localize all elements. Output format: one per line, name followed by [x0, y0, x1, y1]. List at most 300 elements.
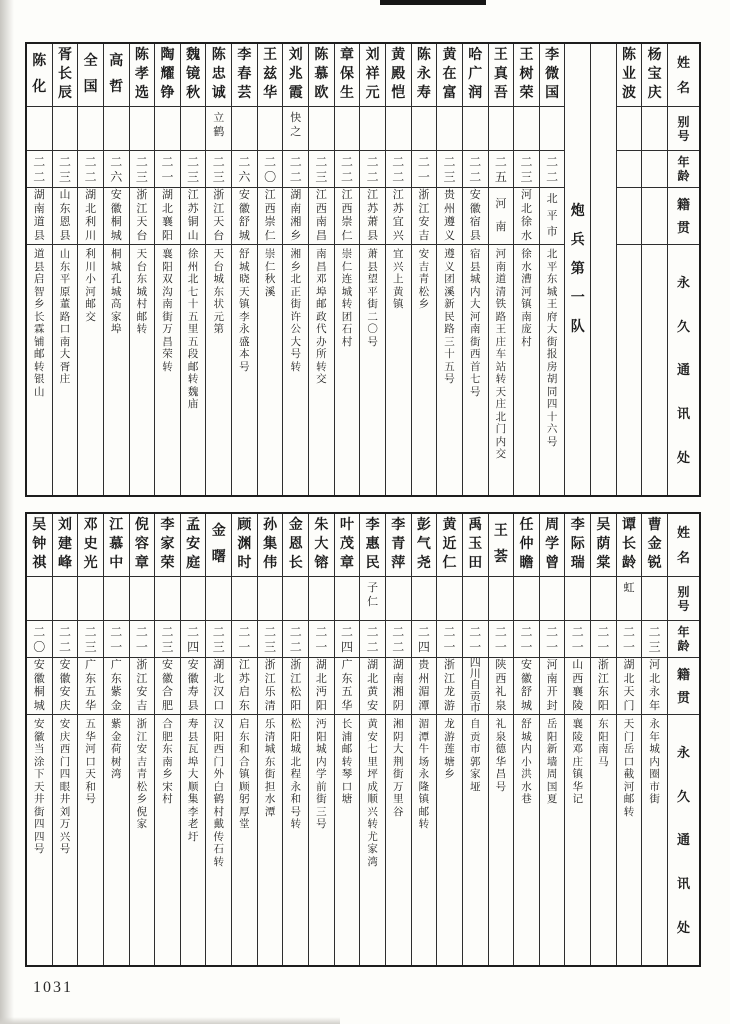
age-cell: 二 一 — [591, 621, 616, 658]
name-cell: 王 真 吾 — [489, 44, 514, 107]
name-cell: 朱 大 镕 — [309, 514, 334, 577]
native-place-cell: 江 西 崇 仁 — [335, 188, 360, 245]
alias-cell — [53, 107, 78, 151]
name-cell: 李 惠 民 — [360, 514, 385, 577]
native-place-cell: 贵 州 湄 潭 — [412, 658, 437, 715]
address-cell: 安 庆 西 门 四 眼 井 刘 万 兴 号 — [59, 719, 71, 855]
address-cell: 乐 清 城 东 街 担 水 潭 — [264, 719, 276, 818]
alias-cell — [78, 577, 103, 621]
alias-cell — [412, 577, 437, 621]
entry-column — [359, 44, 385, 495]
age-cell: 二 二 — [386, 151, 411, 188]
entry-column — [334, 44, 360, 495]
name-cell: 李 际 瑞 — [565, 514, 590, 577]
entry-column — [205, 44, 231, 495]
entry-column — [513, 44, 539, 495]
name-cell: 章 保 生 — [335, 44, 360, 107]
address-cell: 河 南 道 清 铁 路 王 庄 车 站 转 天 庄 北 门 内 交 — [495, 249, 507, 460]
age-cell: 二 二 — [53, 621, 78, 658]
alias-cell — [360, 107, 385, 151]
alias-cell — [130, 107, 155, 151]
native-place-cell: 湖 北 天 门 — [617, 658, 642, 715]
native-place-cell: 浙 江 乐 清 — [258, 658, 283, 715]
entry-column — [590, 514, 616, 965]
scan-top-bar-artifact — [380, 0, 486, 5]
age-cell: 二 一 — [540, 621, 565, 658]
age-cell: 二 三 — [514, 151, 539, 188]
name-cell: 胥 长 辰 — [53, 44, 78, 107]
alias-cell — [309, 107, 334, 151]
native-place-cell: 北 平 市 — [540, 188, 565, 245]
native-place-cell — [642, 188, 667, 245]
native-place-cell: 山 西 襄 陵 — [565, 658, 590, 715]
entry-column — [52, 44, 78, 495]
address-cell: 山 东 平 原 董 路 口 南 大 胥 庄 — [59, 249, 71, 385]
age-cell: 二 一 — [463, 621, 488, 658]
name-cell: 陈 永 寿 — [412, 44, 437, 107]
address-cell: 宿 县 城 内 大 河 南 街 西 首 七 号 — [469, 249, 481, 398]
native-place-cell: 江 西 南 昌 — [309, 188, 334, 245]
age-cell: 二 〇 — [27, 621, 52, 658]
entry-column — [436, 44, 462, 495]
address-cell: 安 吉 青 松 乡 — [418, 249, 430, 310]
name-cell: 刘 祥 元 — [360, 44, 385, 107]
address-cell: 徐 水 漕 河 镇 南 庞 村 — [521, 249, 532, 348]
age-cell: 二 三 — [181, 151, 206, 188]
address-cell: 湘 乡 北 正 街 许 公 大 号 转 — [290, 249, 301, 373]
name-cell: 倪 容 章 — [130, 514, 155, 577]
header-address-cell: 永 久 通 讯 处 — [676, 744, 690, 936]
entry-column — [231, 514, 257, 965]
name-cell: 吴 钟 祺 — [27, 514, 52, 577]
age-cell: 二 二 — [386, 621, 411, 658]
native-place-cell: 湖 南 湘 乡 — [283, 188, 308, 245]
address-cell: 湄 潭 牛 场 永 隆 镇 邮 转 — [418, 719, 430, 830]
address-cell: 安 徽 当 涂 下 天 井 街 四 四 号 — [34, 719, 45, 855]
native-place-cell: 河 北 永 年 — [642, 658, 667, 715]
name-cell: 王 荟 — [489, 514, 514, 577]
entry-column — [129, 514, 155, 965]
age-cell: 二 三 — [206, 621, 231, 658]
entry-column — [27, 514, 52, 965]
address-cell: 长 浦 邮 转 琴 口 塘 — [341, 719, 353, 805]
name-cell: 黄 近 仁 — [437, 514, 462, 577]
native-place-cell: 江 西 崇 仁 — [258, 188, 283, 245]
alias-cell: 快 之 — [283, 107, 308, 151]
entry-column — [180, 514, 206, 965]
entry-column — [462, 514, 488, 965]
address-cell: 南 昌 邓 埠 邮 政 代 办 所 转 交 — [316, 249, 327, 385]
age-cell: 二 四 — [335, 621, 360, 658]
alias-cell — [78, 107, 103, 151]
name-cell: 王 兹 华 — [258, 44, 283, 107]
address-cell: 襄 陵 邓 庄 镇 华 记 — [572, 719, 583, 805]
native-place-cell: 江 苏 铜 山 — [181, 188, 206, 245]
header-column — [667, 44, 699, 495]
name-cell: 陶 耀 铮 — [155, 44, 180, 107]
address-cell: 崇 仁 秋 溪 — [264, 249, 276, 298]
name-cell: 邓 史 光 — [78, 514, 103, 577]
name-cell: 孙 集 伟 — [258, 514, 283, 577]
native-place-cell: 安 徽 合 肥 — [155, 658, 180, 715]
name-cell: 黄 殿 恺 — [386, 44, 411, 107]
alias-cell — [412, 107, 437, 151]
entry-column — [52, 514, 78, 965]
address-cell: 自 贡 市 郭 家 垭 — [469, 719, 481, 793]
alias-cell — [335, 577, 360, 621]
native-place-cell: 湖 北 沔 阳 — [309, 658, 334, 715]
alias-cell — [283, 577, 308, 621]
alias-cell — [617, 107, 642, 151]
age-cell: 二 〇 — [258, 151, 283, 188]
age-cell: 二 二 — [360, 621, 385, 658]
header-address-cell: 永 久 通 讯 处 — [676, 274, 690, 466]
age-cell: 二 三 — [642, 621, 667, 658]
address-cell: 徐 州 北 七 十 五 里 五 段 邮 转 魏 庙 — [187, 249, 199, 410]
address-cell: 舒 城 内 小 洪 水 巷 — [521, 719, 532, 805]
alias-cell — [437, 577, 462, 621]
native-place-cell: 陕 西 礼 泉 — [489, 658, 514, 715]
entry-column — [308, 514, 334, 965]
alias-cell — [206, 577, 231, 621]
native-place-cell: 湖 南 湘 阴 — [386, 658, 411, 715]
header-alias-cell: 别 号 — [668, 577, 699, 621]
age-cell: 二 六 — [232, 151, 257, 188]
entry-column — [488, 44, 514, 495]
age-cell: 二 四 — [181, 621, 206, 658]
age-cell: 二 一 — [155, 151, 180, 188]
alias-cell — [463, 577, 488, 621]
name-cell: 金 恩 长 — [283, 514, 308, 577]
address-cell: 浙 江 安 吉 青 松 乡 倪 家 — [136, 719, 148, 830]
age-cell: 二 一 — [412, 151, 437, 188]
age-cell: 二 二 — [540, 151, 565, 188]
address-cell: 襄 阳 双 沟 南 街 万 昌 荣 转 — [162, 249, 173, 373]
entry-column — [231, 44, 257, 495]
entry-column — [641, 44, 667, 495]
alias-cell — [489, 577, 514, 621]
age-cell: 二 四 — [412, 621, 437, 658]
alias-cell — [155, 107, 180, 151]
address-cell — [642, 245, 667, 495]
address-cell: 龙 游 莲 塘 乡 — [444, 719, 455, 780]
age-cell: 二 二 — [27, 151, 52, 188]
entry-column — [385, 44, 411, 495]
age-cell: 二 三 — [155, 621, 180, 658]
address-cell: 北 平 东 城 王 府 大 街 报 房 胡 同 四 十 六 号 — [546, 249, 558, 448]
alias-cell — [489, 107, 514, 151]
alias-cell — [335, 107, 360, 151]
address-cell: 天 门 岳 口 截 河 邮 转 — [623, 719, 635, 818]
entry-column — [616, 514, 642, 965]
entry-column — [488, 514, 514, 965]
age-cell: 二 二 — [335, 151, 360, 188]
native-place-cell: 安 徽 安 庆 — [53, 658, 78, 715]
age-cell: 二 一 — [130, 621, 155, 658]
address-cell: 利 川 小 河 邮 交 — [85, 249, 96, 323]
age-cell: 二 一 — [617, 621, 642, 658]
age-cell: 二 三 — [206, 151, 231, 188]
alias-cell — [514, 577, 539, 621]
address-cell: 崇 仁 连 城 转 团 石 村 — [341, 249, 353, 348]
age-cell: 二 一 — [489, 621, 514, 658]
address-cell: 萧 县 望 平 街 二 〇 号 — [367, 249, 378, 348]
header-column — [667, 514, 699, 965]
address-cell: 紫 金 荷 树 湾 — [110, 719, 122, 780]
alias-cell — [27, 107, 52, 151]
name-cell: 王 树 荣 — [514, 44, 539, 107]
address-cell: 天 台 城 东 状 元 第 — [213, 249, 225, 335]
name-cell: 高 哲 — [104, 44, 129, 107]
name-cell: 顾 渊 时 — [232, 514, 257, 577]
age-cell: 二 一 — [104, 621, 129, 658]
alias-cell — [463, 107, 488, 151]
header-alias-cell: 别 号 — [668, 107, 699, 151]
age-cell: 二 二 — [463, 151, 488, 188]
name-cell: 陈 业 波 — [617, 44, 642, 107]
alias-cell — [258, 107, 283, 151]
alias-cell — [591, 577, 616, 621]
native-place-cell: 山 东 恩 县 — [53, 188, 78, 245]
address-cell: 遵 义 团 溪 新 民 路 三 十 五 号 — [444, 249, 455, 385]
unit-label-column — [564, 44, 590, 495]
entry-column — [77, 514, 103, 965]
alias-cell: 子 仁 — [360, 577, 385, 621]
native-place-cell: 广 东 五 华 — [78, 658, 103, 715]
entry-column — [462, 44, 488, 495]
native-place-cell: 湖 北 黄 安 — [360, 658, 385, 715]
address-cell: 湘 阴 大 荆 街 万 里 谷 — [393, 719, 404, 818]
native-place-cell: 安 徽 舒 城 — [514, 658, 539, 715]
age-cell: 二 二 — [283, 151, 308, 188]
address-cell — [617, 245, 642, 495]
name-cell: 刘 建 峰 — [53, 514, 78, 577]
entry-column — [282, 44, 308, 495]
roster-table — [25, 512, 701, 967]
address-cell: 寿 县 瓦 埠 大 顺 集 李 老 圩 — [187, 719, 199, 843]
entry-column — [385, 514, 411, 965]
entry-column — [77, 44, 103, 495]
native-place-cell: 江 苏 萧 县 — [360, 188, 385, 245]
entry-column — [564, 514, 590, 965]
alias-cell — [181, 577, 206, 621]
alias-cell — [104, 577, 129, 621]
age-cell: 二 五 — [489, 151, 514, 188]
blank-cell — [591, 44, 616, 495]
alias-cell: 立 鹤 — [206, 107, 231, 151]
entry-column — [205, 514, 231, 965]
address-cell: 汉 阳 西 门 外 白 鹤 村 戴 传 石 转 — [213, 719, 225, 868]
age-cell: 二 二 — [283, 621, 308, 658]
alias-cell — [130, 577, 155, 621]
alias-cell — [104, 107, 129, 151]
native-place-cell: 江 苏 宜 兴 — [386, 188, 411, 245]
native-place-cell: 浙 江 安 吉 — [412, 188, 437, 245]
entry-column — [180, 44, 206, 495]
age-cell: 二 一 — [565, 621, 590, 658]
alias-cell — [309, 577, 334, 621]
entry-column — [27, 44, 52, 495]
native-place-cell: 浙 江 松 阳 — [283, 658, 308, 715]
age-cell: 二 三 — [258, 621, 283, 658]
age-cell: 二 三 — [78, 621, 103, 658]
address-cell: 合 肥 东 南 乡 宋 村 — [162, 719, 173, 805]
name-cell: 全 国 — [78, 44, 103, 107]
age-cell: 二 三 — [437, 151, 462, 188]
alias-cell — [565, 577, 590, 621]
address-cell: 桐 城 孔 城 高 家 埠 — [110, 249, 122, 335]
native-place-cell: 贵 州 遵 义 — [437, 188, 462, 245]
native-place-cell: 安 徽 宿 县 — [463, 188, 488, 245]
age-cell — [642, 151, 667, 188]
alias-cell — [642, 577, 667, 621]
entry-column — [539, 44, 565, 495]
entry-column — [334, 514, 360, 965]
alias-cell — [53, 577, 78, 621]
entry-column — [436, 514, 462, 965]
age-cell: 二 二 — [360, 151, 385, 188]
name-cell: 黄 在 富 — [437, 44, 462, 107]
entry-column — [539, 514, 565, 965]
native-place-cell: 浙 江 天 台 — [206, 188, 231, 245]
entry-column — [513, 514, 539, 965]
name-cell: 周 学 曾 — [540, 514, 565, 577]
address-cell: 松 阳 城 北 程 永 和 号 转 — [290, 719, 301, 830]
address-cell: 舒 城 晓 天 镇 李 永 盛 本 号 — [239, 249, 250, 373]
address-cell: 宜 兴 上 黄 镇 — [393, 249, 404, 310]
name-cell: 陈 孝 选 — [130, 44, 155, 107]
name-cell: 陈 化 — [27, 44, 52, 107]
address-cell: 天 台 东 城 村 邮 转 — [136, 249, 148, 335]
native-place-cell: 浙 江 天 台 — [130, 188, 155, 245]
header-name-cell: 姓 名 — [668, 44, 699, 107]
name-cell: 杨 宝 庆 — [642, 44, 667, 107]
address-cell: 沔 阳 城 内 学 前 街 三 号 — [316, 719, 327, 830]
native-place-cell: 河 南 开 封 — [540, 658, 565, 715]
native-place-cell: 安 徽 桐 城 — [104, 188, 129, 245]
name-cell: 禹 玉 田 — [463, 514, 488, 577]
header-native-place-cell: 籍 贯 — [668, 658, 699, 715]
page-number: 1031 — [33, 979, 73, 996]
alias-cell: 虹 — [617, 577, 642, 621]
entry-column — [154, 514, 180, 965]
entry-column — [154, 44, 180, 495]
age-cell — [617, 151, 642, 188]
native-place-cell — [617, 188, 642, 245]
native-place-cell: 湖 南 道 县 — [27, 188, 52, 245]
name-cell: 陈 慕 欧 — [309, 44, 334, 107]
native-place-cell: 广 东 五 华 — [335, 658, 360, 715]
entry-column — [103, 514, 129, 965]
age-cell: 二 三 — [309, 151, 334, 188]
age-cell: 二 一 — [309, 621, 334, 658]
alias-cell — [642, 107, 667, 151]
age-cell: 二 六 — [104, 151, 129, 188]
age-cell: 二 一 — [514, 621, 539, 658]
entry-column — [257, 514, 283, 965]
name-cell: 任 仲 瞻 — [514, 514, 539, 577]
blank-column — [590, 44, 616, 495]
unit-label: 炮 兵 第 一 队 — [570, 203, 585, 335]
native-place-cell: 安 徽 寿 县 — [181, 658, 206, 715]
name-cell: 魏 镜 秋 — [181, 44, 206, 107]
name-cell: 李 微 国 — [540, 44, 565, 107]
alias-cell — [232, 577, 257, 621]
header-native-place-cell: 籍 贯 — [668, 188, 699, 245]
alias-cell — [514, 107, 539, 151]
header-name-cell: 姓 名 — [668, 514, 699, 577]
entry-column — [308, 44, 334, 495]
native-place-cell: 四 川 自 贡 市 — [463, 658, 488, 715]
native-place-cell: 湖 北 利 川 — [78, 188, 103, 245]
alias-cell — [540, 577, 565, 621]
entry-column — [129, 44, 155, 495]
address-cell: 岳 阳 新 墙 周 国 夏 — [546, 719, 558, 805]
name-cell: 叶 茂 章 — [335, 514, 360, 577]
name-cell: 金 曙 — [206, 514, 231, 577]
native-place-cell: 河 南 — [489, 188, 514, 245]
name-cell: 孟 安 庭 — [181, 514, 206, 577]
entry-column — [411, 514, 437, 965]
age-cell: 二 一 — [437, 621, 462, 658]
entry-column — [411, 44, 437, 495]
name-cell: 曹 金 锐 — [642, 514, 667, 577]
name-cell: 刘 兆 霞 — [283, 44, 308, 107]
age-cell: 二 二 — [78, 151, 103, 188]
alias-cell — [386, 577, 411, 621]
native-place-cell: 安 徽 舒 城 — [232, 188, 257, 245]
native-place-cell: 广 东 紫 金 — [104, 658, 129, 715]
scan-bottom-edge-shadow — [0, 1017, 340, 1024]
name-cell: 哈 广 润 — [463, 44, 488, 107]
name-cell: 吴 荫 棠 — [591, 514, 616, 577]
entry-column — [103, 44, 129, 495]
name-cell: 李 青 萍 — [386, 514, 411, 577]
alias-cell — [232, 107, 257, 151]
alias-cell — [27, 577, 52, 621]
native-place-cell: 浙 江 东 阳 — [591, 658, 616, 715]
native-place-cell: 河 北 徐 水 — [514, 188, 539, 245]
name-cell: 谭 长 龄 — [617, 514, 642, 577]
name-cell: 江 慕 中 — [104, 514, 129, 577]
entry-column — [282, 514, 308, 965]
native-place-cell: 安 徽 桐 城 — [27, 658, 52, 715]
alias-cell — [155, 577, 180, 621]
scan-left-edge-shadow — [0, 0, 14, 1024]
alias-cell — [258, 577, 283, 621]
native-place-cell: 湖 北 汉 口 — [206, 658, 231, 715]
entry-column — [359, 514, 385, 965]
header-age-cell: 年 龄 — [668, 151, 699, 188]
name-cell: 李 春 芸 — [232, 44, 257, 107]
native-place-cell: 湖 北 襄 阳 — [155, 188, 180, 245]
entry-column — [641, 514, 667, 965]
address-cell: 五 华 河 口 天 和 号 — [85, 719, 96, 805]
alias-cell — [437, 107, 462, 151]
entry-column — [257, 44, 283, 495]
alias-cell — [181, 107, 206, 151]
native-place-cell: 浙 江 龙 游 — [437, 658, 462, 715]
native-place-cell: 浙 江 安 吉 — [130, 658, 155, 715]
name-cell: 彭 气 尧 — [412, 514, 437, 577]
address-cell: 永 年 城 内 圈 市 街 — [649, 719, 660, 805]
address-cell: 东 阳 南 马 — [598, 719, 609, 768]
age-cell: 二 三 — [53, 151, 78, 188]
header-age-cell: 年 龄 — [668, 621, 699, 658]
age-cell: 二 三 — [130, 151, 155, 188]
address-cell: 道 县 启 智 乡 长 霖 铺 邮 转 银 山 — [34, 249, 45, 398]
native-place-cell: 江 苏 启 东 — [232, 658, 257, 715]
